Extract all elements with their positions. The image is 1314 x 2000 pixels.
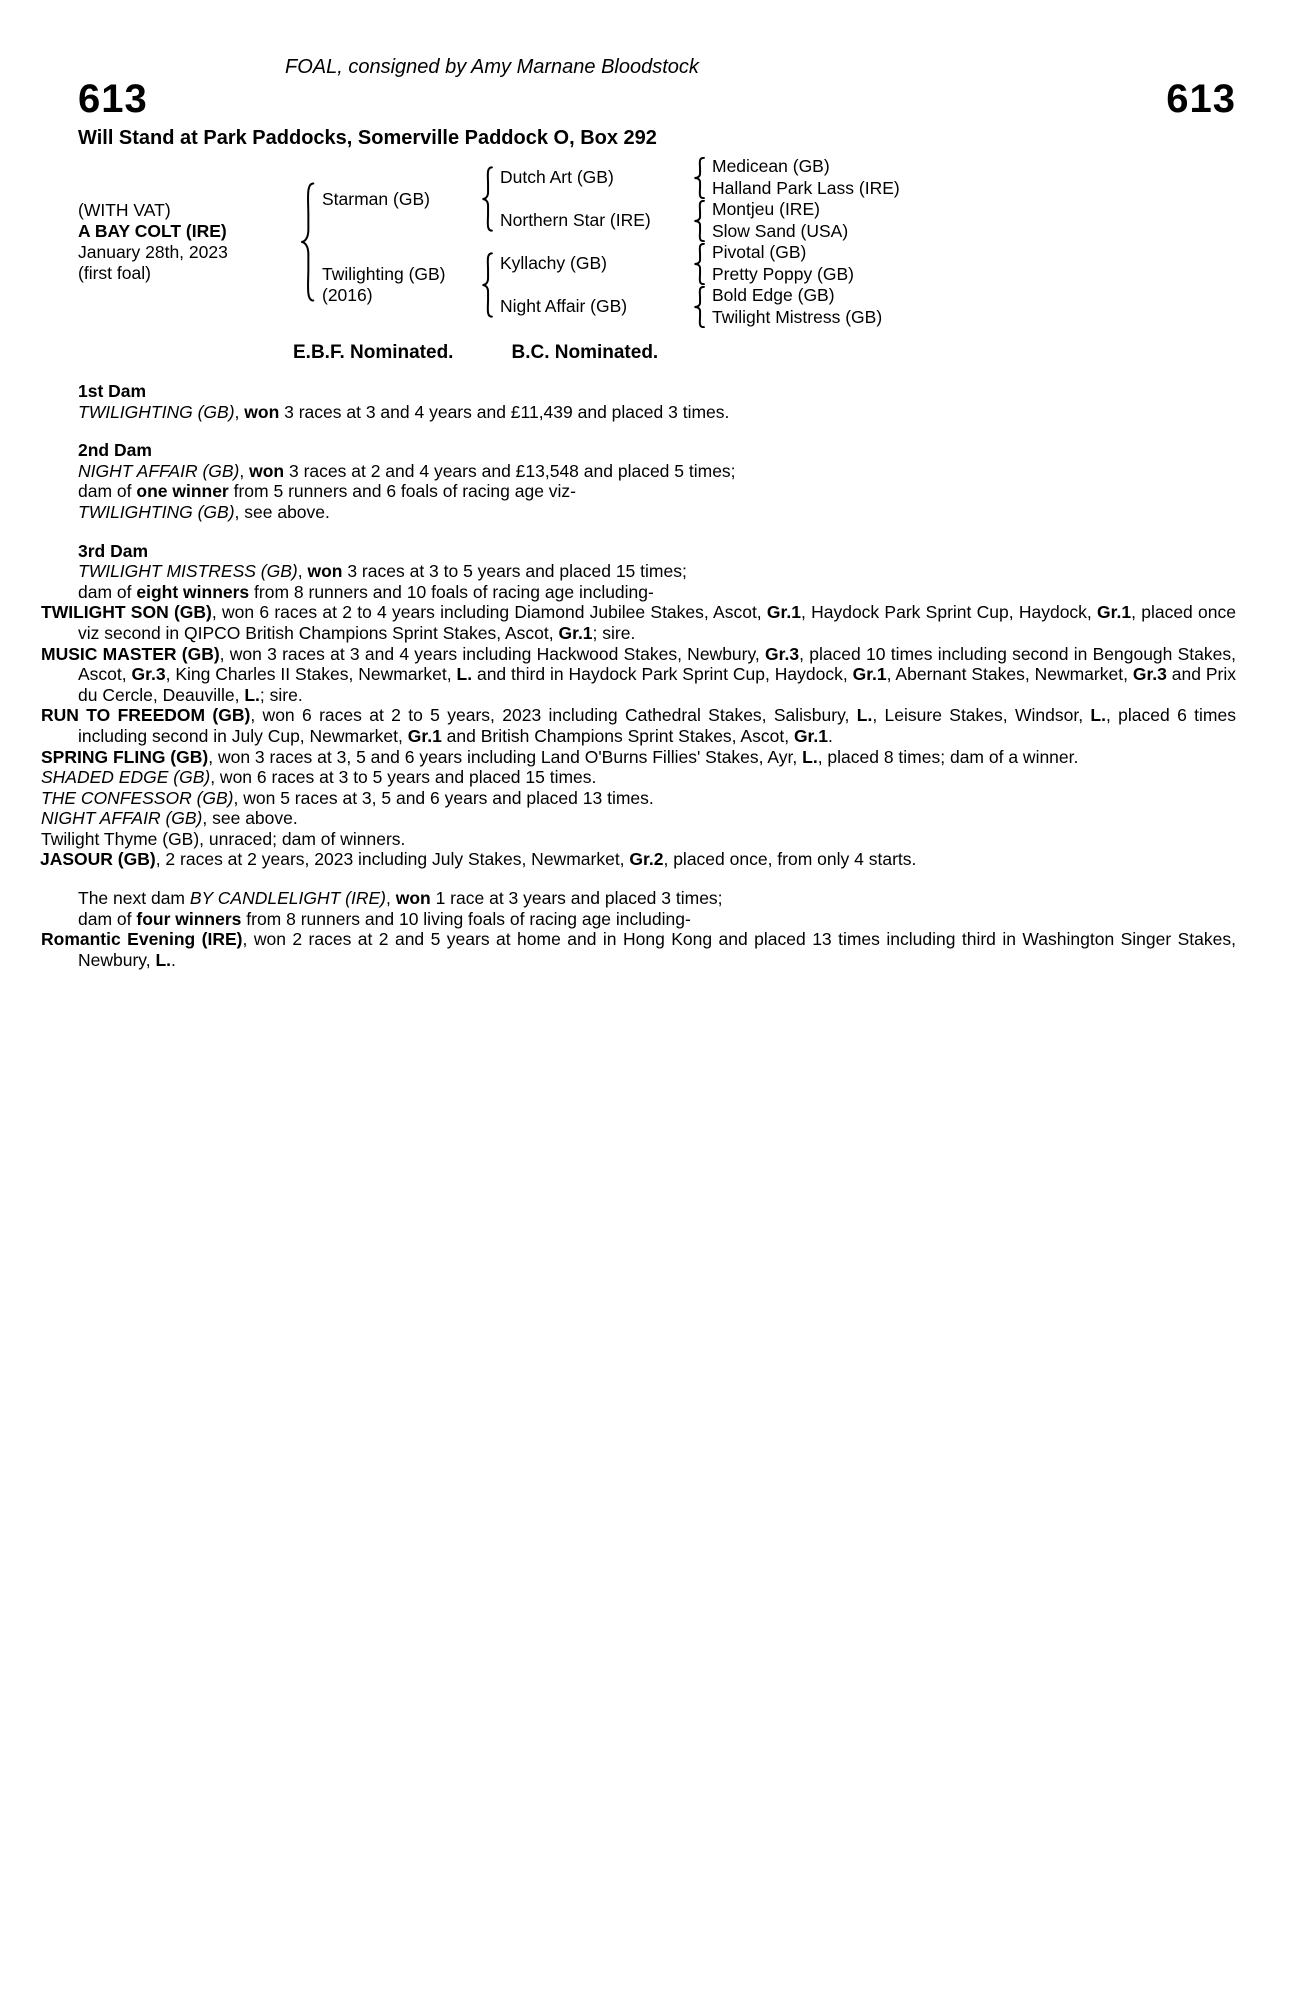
lot-number-row — [78, 77, 1236, 121]
pedigree-brace-gen3-1 — [686, 156, 712, 199]
pedigree-brace-main — [292, 156, 322, 328]
gen3-name-4: Slow Sand (USA) — [712, 220, 849, 241]
lot-number-left: 613 — [78, 77, 148, 121]
colt-foal-note: (first foal) — [78, 263, 151, 283]
third-dam-heading: 3rd Dam — [78, 540, 149, 561]
stand-location-line: Will Stand at Park Paddocks, Somerville Paddock O, Box 292 — [78, 127, 657, 149]
third-dam-produce-intro: dam of eight winners from 8 runners and 10 foals of racing age including- — [78, 581, 654, 602]
gen3-name-8: Twilight Mistress (GB) — [712, 306, 883, 327]
next-dam-record: The next dam BY CANDLELIGHT (IRE), won 1 race at 3 years and placed 3 times; — [78, 888, 723, 909]
second-dam-produce-intro: dam of one winner from 5 runners and 6 foals of racing age viz- — [78, 481, 577, 502]
dam-name: Twilighting (GB) — [322, 264, 446, 284]
produce-entry-the-confessor: THE CONFESSOR (GB), won 5 races at 3, 5 and 6 years and placed 13 times. — [41, 787, 654, 808]
produce-entry-spring-fling: SPRING FLING (GB), won 3 races at 3, 5 and 6 years including Land O'Burns Fillies' Stakes, Ayr, L., placed 8 times; dam of a winner. — [41, 746, 1079, 767]
bc-nomination: B.C. Nominated. — [511, 342, 659, 363]
sire-name: Starman (GB) — [322, 188, 430, 209]
produce-entry-night-affair: NIGHT AFFAIR (GB), see above. — [41, 808, 298, 829]
first-dam-section — [78, 381, 1236, 422]
next-dam-produce-intro: dam of four winners from 8 runners and 10 living foals of racing age including- — [78, 908, 691, 929]
produce-entry-jasour: JASOUR (GB), 2 races at 2 years, 2023 including July Stakes, Newmarket, Gr.2, placed once, from only 4 starts. — [40, 849, 917, 870]
colt-foal-date: January 28th, 2023 — [78, 242, 228, 262]
produce-entry-run-to-freedom: RUN TO FREEDOM (GB), won 6 races at 2 to 5 years, 2023 including Cathedral Stakes, Salisbury, L., Leisure Stakes, Windsor, L., placed 6 times including second in July Cup, Newmarket, Gr.1 and British Champions Sprint Stakes, Ascot, Gr.1. — [41, 705, 1236, 746]
sire-sire-name: Dutch Art (GB) — [500, 167, 614, 187]
second-dam-record: NIGHT AFFAIR (GB), won 3 races at 2 and 4 years and £13,548 and placed 5 times; — [78, 460, 736, 481]
next-dam-section — [41, 888, 1236, 970]
second-dam-produce-entry: TWILIGHTING (GB), see above. — [78, 501, 330, 522]
dam-sire-name: Kyllachy (GB) — [500, 253, 607, 273]
dam-year: (2016) — [322, 285, 373, 305]
produce-entry-twilight-thyme: Twilight Thyme (GB), unraced; dam of winners. — [41, 828, 406, 849]
third-dam-section — [40, 540, 1236, 871]
gen3-name-5: Pivotal (GB) — [712, 242, 807, 263]
sire-dam-name: Northern Star (IRE) — [500, 210, 651, 230]
gen3-name-3: Montjeu (IRE) — [712, 199, 820, 220]
first-dam-record: TWILIGHTING (GB), won 3 races at 3 and 4 years and £11,439 and placed 3 times. — [78, 401, 730, 422]
gen3-name-6: Pretty Poppy (GB) — [712, 263, 854, 284]
pedigree-table — [78, 156, 1236, 328]
pedigree-brace-gen3-3 — [686, 242, 712, 285]
produce-entry-shaded-edge: SHADED EDGE (GB), won 6 races at 3 to 5 years and placed 15 times. — [41, 767, 597, 788]
pedigree-brace-gen3-2 — [686, 199, 712, 242]
pedigree-brace-gen3-4 — [686, 285, 712, 328]
ebf-nomination: E.B.F. Nominated. — [293, 342, 454, 363]
consignor-line: FOAL, consigned by Amy Marnane Bloodstock — [285, 56, 699, 78]
vat-note: (WITH VAT) — [78, 200, 171, 220]
pedigree-brace-dam — [474, 242, 500, 328]
first-dam-heading: 1st Dam — [78, 381, 147, 401]
produce-entry-romantic-evening: Romantic Evening (IRE), won 2 races at 2 and 5 years at home and in Hong Kong and placed 13 times including third in Washington Singer Stakes, Newbury, L.. — [41, 929, 1236, 970]
produce-entry-twilight-son: TWILIGHT SON (GB), won 6 races at 2 to 4 years including Diamond Jubilee Stakes, Ascot, Gr.1, Haydock Park Sprint Cup, Haydock, Gr.1, placed once viz second in QIPCO British Champions Sprint Stakes, Ascot, Gr.1; sire. — [41, 602, 1236, 643]
colt-info — [78, 156, 292, 328]
dam-block — [322, 242, 474, 328]
colt-name: A BAY COLT (IRE) — [78, 221, 227, 241]
second-dam-heading: 2nd Dam — [78, 440, 152, 461]
pedigree-brace-sire — [474, 156, 500, 242]
lot-number-right: 613 — [1166, 77, 1236, 121]
gen3-name-7: Bold Edge (GB) — [712, 285, 835, 306]
second-dam-section — [78, 440, 1236, 522]
gen3-name-1: Medicean (GB) — [712, 156, 830, 177]
produce-entry-music-master: MUSIC MASTER (GB), won 3 races at 3 and 4 years including Hackwood Stakes, Newbury, Gr.3, placed 10 times including second in Bengough Stakes, Ascot, Gr.3, King Charles II Stakes, Newmarket, L. and third in Haydock Park Sprint Cup, Haydock, Gr.1, Abernant Stakes, Newmarket, Gr.3 and Prix du Cercle, Deauville, L.; sire. — [41, 643, 1236, 705]
dam-dam-name: Night Affair (GB) — [500, 296, 628, 316]
gen3-name-2: Halland Park Lass (IRE) — [712, 177, 900, 198]
nominations-line — [293, 342, 1236, 364]
third-dam-record: TWILIGHT MISTRESS (GB), won 3 races at 3 to 5 years and placed 15 times; — [78, 561, 687, 582]
